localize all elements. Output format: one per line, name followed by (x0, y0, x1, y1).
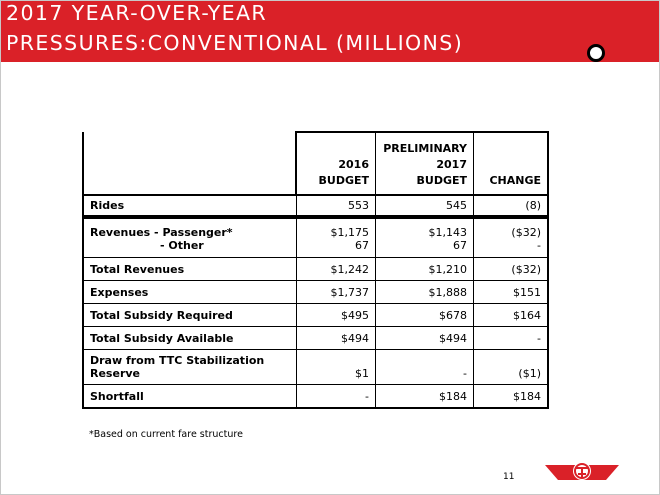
row-label-draw-line-2: Reserve (83, 367, 296, 385)
cell-subsidy-available-2017: $494 (376, 327, 474, 350)
row-label-subsidy-required: Total Subsidy Required (83, 304, 296, 327)
cell-rides-2017: 545 (376, 195, 474, 217)
col-header-preliminary-2017-budget (376, 132, 474, 195)
cell-expenses-2017: $1,888 (376, 281, 474, 304)
cell-rev-other-2017: 67 (376, 239, 474, 258)
row-label-rides: Rides (83, 195, 296, 217)
row-label-revenues-passenger: Revenues - Passenger* (83, 217, 296, 239)
cell-subsidy-required-2016: $495 (296, 304, 376, 327)
row-label-draw-line-1: Draw from TTC Stabilization (83, 350, 296, 368)
cell-draw-2017-spacer (376, 350, 474, 368)
table-header-row (83, 132, 548, 195)
budget-table (82, 131, 549, 409)
cell-subsidy-required-2017: $678 (376, 304, 474, 327)
col-header-change-label: CHANGE (489, 174, 541, 187)
cell-subsidy-available-change: - (474, 327, 549, 350)
row-label-expenses: Expenses (83, 281, 296, 304)
cell-rev-other-change: - (474, 239, 549, 258)
col-header-2017-year: 2017 (436, 158, 467, 171)
cell-rides-change: (8) (474, 195, 549, 217)
cell-rev-passenger-2017: $1,143 (376, 217, 474, 239)
table-row-draw-stabilization (83, 350, 548, 368)
cell-draw-change-spacer (474, 350, 549, 368)
title-banner (0, 0, 660, 62)
cell-total-revenues-2017: $1,210 (376, 258, 474, 281)
cell-shortfall-change: $184 (474, 385, 549, 409)
cell-rev-other-2016: 67 (296, 239, 376, 258)
table-row-revenues-other (83, 239, 548, 258)
col-header-2016-year: 2016 (338, 158, 369, 171)
cell-expenses-change: $151 (474, 281, 549, 304)
cell-rev-passenger-change: ($32) (474, 217, 549, 239)
header-dot-ornament (587, 44, 605, 62)
col-header-preliminary: PRELIMINARY (383, 142, 467, 155)
footnote: *Based on current fare structure (89, 429, 243, 440)
col-header-2016-budget (296, 132, 376, 195)
col-header-2016-budget-label: BUDGET (318, 174, 369, 187)
table-row-subsidy-available (83, 327, 548, 350)
cell-subsidy-available-2016: $494 (296, 327, 376, 350)
table-row-rides (83, 195, 548, 217)
cell-total-revenues-change: ($32) (474, 258, 549, 281)
row-label-revenues-other: - Other (160, 239, 204, 252)
page-number: 11 (503, 472, 515, 482)
row-label-shortfall: Shortfall (83, 385, 296, 409)
table-row-total-revenues (83, 258, 548, 281)
cell-rev-passenger-2016: $1,175 (296, 217, 376, 239)
col-header-change (474, 132, 549, 195)
cell-draw-2016: $1 (296, 367, 376, 385)
ttc-logo-icon (543, 458, 621, 489)
row-label-total-revenues: Total Revenues (83, 258, 296, 281)
table-row-subsidy-required (83, 304, 548, 327)
page-title-line-1: 2017 YEAR-OVER-YEAR (6, 1, 268, 25)
header-empty-cell (83, 132, 296, 195)
cell-draw-2017: - (376, 367, 474, 385)
page-title-line-2: PRESSURES:CONVENTIONAL (MILLIONS) (6, 31, 464, 55)
cell-shortfall-2017: $184 (376, 385, 474, 409)
table-row-expenses (83, 281, 548, 304)
cell-subsidy-required-change: $164 (474, 304, 549, 327)
cell-expenses-2016: $1,737 (296, 281, 376, 304)
cell-total-revenues-2016: $1,242 (296, 258, 376, 281)
table-row-draw-reserve (83, 367, 548, 385)
col-header-2017-budget-label: BUDGET (416, 174, 467, 187)
row-label-revenues-other-cell (83, 239, 296, 258)
cell-shortfall-2016: - (296, 385, 376, 409)
cell-draw-change: ($1) (474, 367, 549, 385)
table-row-revenues-passenger (83, 217, 548, 239)
row-label-subsidy-available: Total Subsidy Available (83, 327, 296, 350)
table-row-shortfall (83, 385, 548, 409)
cell-rides-2016: 553 (296, 195, 376, 217)
cell-draw-2016-spacer (296, 350, 376, 368)
